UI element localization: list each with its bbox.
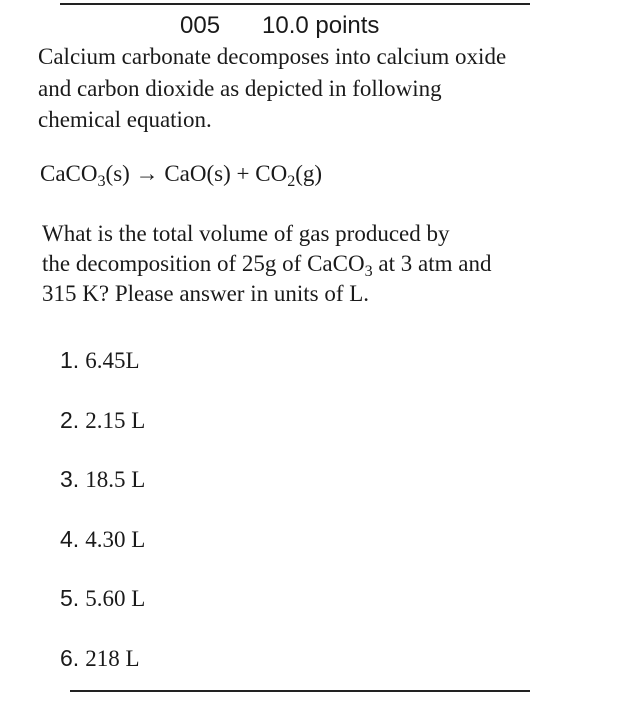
equation-product-2-subscript: 2 [287,173,295,190]
choice-number: 5. [60,585,79,611]
equation-product-2-state: (g) [295,161,322,186]
intro-line: Calcium carbonate decomposes into calcium oxide [38,41,598,73]
prompt-text: at 3 atm and [373,251,492,276]
answer-choice-6[interactable] [60,643,145,702]
choice-number: 2. [60,407,79,433]
prompt-line [42,249,602,279]
equation-reactant-subscript: 3 [98,173,106,190]
question-intro [38,41,598,136]
question-prompt [42,219,602,309]
choice-value: 18.5 L [85,467,145,492]
choice-number: 3. [60,466,79,492]
choice-number: 4. [60,526,79,552]
prompt-line: What is the total volume of gas produced by [42,219,602,249]
intro-line: chemical equation. [38,104,598,136]
choice-value: 2.15 L [85,408,145,433]
answer-choice-3[interactable] [60,464,145,524]
question-number: 005 [180,12,220,40]
answer-choice-1[interactable] [60,345,145,405]
equation-product-1: CaO(s) [164,161,230,186]
answer-choices [60,345,145,702]
intro-line: and carbon dioxide as depicted in following [38,73,598,105]
answer-choice-4[interactable] [60,524,145,584]
prompt-text: the decomposition of 25g of CaCO [42,251,365,276]
answer-choice-2[interactable] [60,405,145,465]
choice-value: 5.60 L [85,586,145,611]
prompt-line: 315 K? Please answer in units of L. [42,279,602,309]
bottom-divider [70,690,530,692]
reaction-arrow: → [136,161,159,186]
top-divider [60,3,530,5]
choice-value: 4.30 L [85,527,145,552]
choice-number: 6. [60,645,79,671]
prompt-subscript: 3 [365,263,373,280]
choice-number: 1. [60,347,79,373]
question-points: 10.0 points [262,12,379,40]
answer-choice-5[interactable] [60,583,145,643]
equation-plus: + [237,161,250,186]
equation-product-2: CO [255,161,287,186]
chemical-equation [40,158,600,190]
choice-value: 6.45L [85,348,139,373]
equation-reactant: CaCO [40,161,98,186]
equation-reactant-state: (s) [106,161,130,186]
choice-value: 218 L [85,646,139,671]
